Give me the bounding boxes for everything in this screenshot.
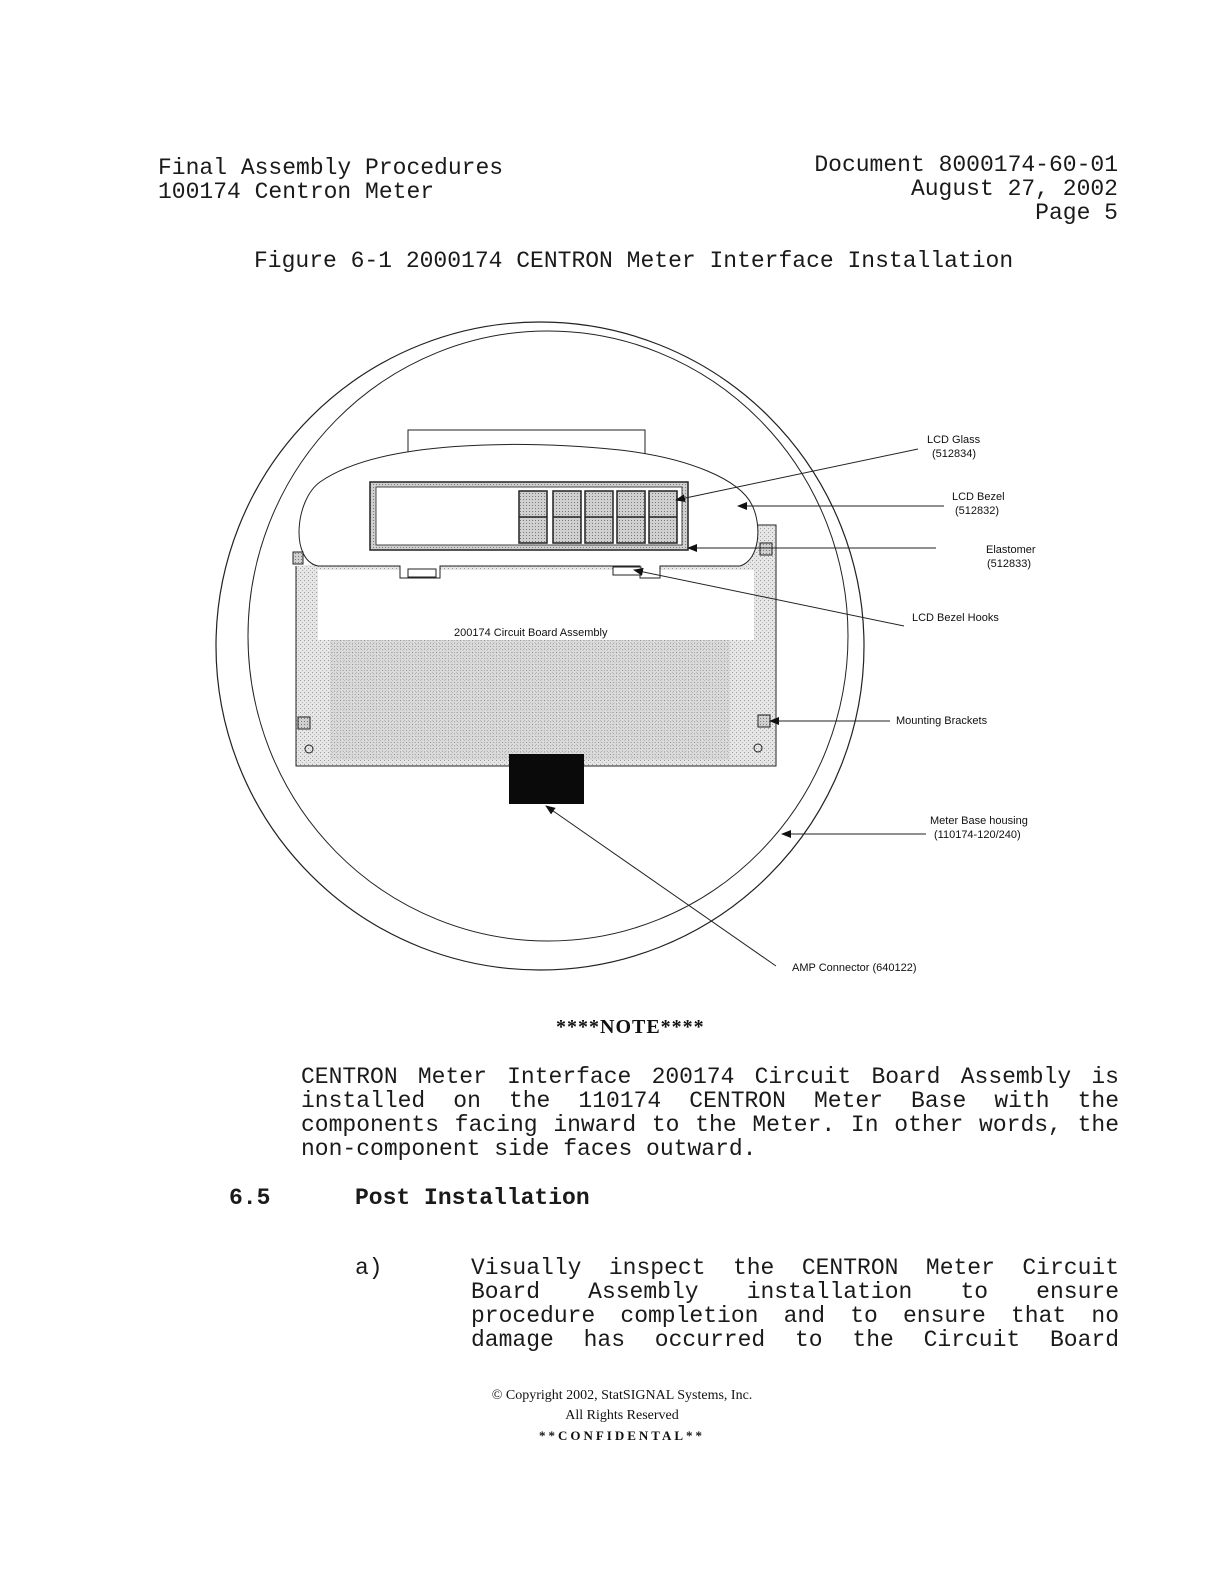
callout-lcd-glass: LCD Glass (927, 434, 981, 446)
section-number: 6.5 (229, 1185, 271, 1211)
doc-title: Final Assembly Procedures (158, 155, 504, 181)
list-item-text (471, 1256, 1119, 1352)
page-number: Page 5 (1035, 200, 1118, 226)
callout-meter-base: Meter Base housing (930, 815, 1028, 827)
lcd-digits (519, 491, 677, 543)
note-title: ****NOTE**** (556, 1016, 705, 1038)
list-item-letter: a) (355, 1255, 383, 1281)
confidential-mark: **CONFIDENTAL** (538, 1428, 706, 1443)
note-body (301, 1065, 1119, 1161)
callout-lcd-bezel: LCD Bezel (952, 491, 1005, 503)
callout-elastomer: Elastomer (986, 544, 1036, 556)
document-number: Document 8000174-60-01 (814, 152, 1118, 178)
callout-amp-connector: AMP Connector (640122) (792, 962, 917, 974)
amp-connector (509, 754, 584, 804)
doc-subtitle: 100174 Centron Meter (158, 179, 435, 205)
inspection-step: Visually inspect the CENTRON Meter Circuit Board Assembly installation to ensure procedure completion and to ensure that no damage has occurred to the Circuit Board (471, 1255, 1119, 1353)
section-title: Post Installation (355, 1185, 590, 1211)
note-text: CENTRON Meter Interface 200174 Circuit Board Assembly is installed on the 110174 CENTRON Meter Base with the components facing inward to the Meter. In other words, the non-component side faces outward. (301, 1064, 1119, 1162)
copyright: © Copyright 2002, StatSIGNAL Systems, Inc. (491, 1388, 753, 1403)
callout-elastomer-pn: (512833) (987, 558, 1032, 570)
document-date: August 27, 2002 (910, 176, 1118, 202)
callout-lcd-glass-pn: (512834) (932, 448, 977, 460)
callout-bezel-hooks: LCD Bezel Hooks (912, 612, 999, 624)
board-label: 200174 Circuit Board Assembly (454, 627, 608, 639)
leader-amp-connector (546, 806, 776, 966)
callout-mounting-brackets: Mounting Brackets (896, 715, 988, 727)
bezel-hook-left (408, 569, 436, 577)
figure-title: Figure 6-1 2000174 CENTRON Meter Interface Installation (254, 248, 1014, 274)
callout-meter-base-pn: (110174-120/240) (934, 829, 1021, 841)
rights: All Rights Reserved (565, 1408, 679, 1423)
callout-lcd-bezel-pn: (512832) (955, 505, 1000, 517)
footer (0, 1386, 1224, 1446)
